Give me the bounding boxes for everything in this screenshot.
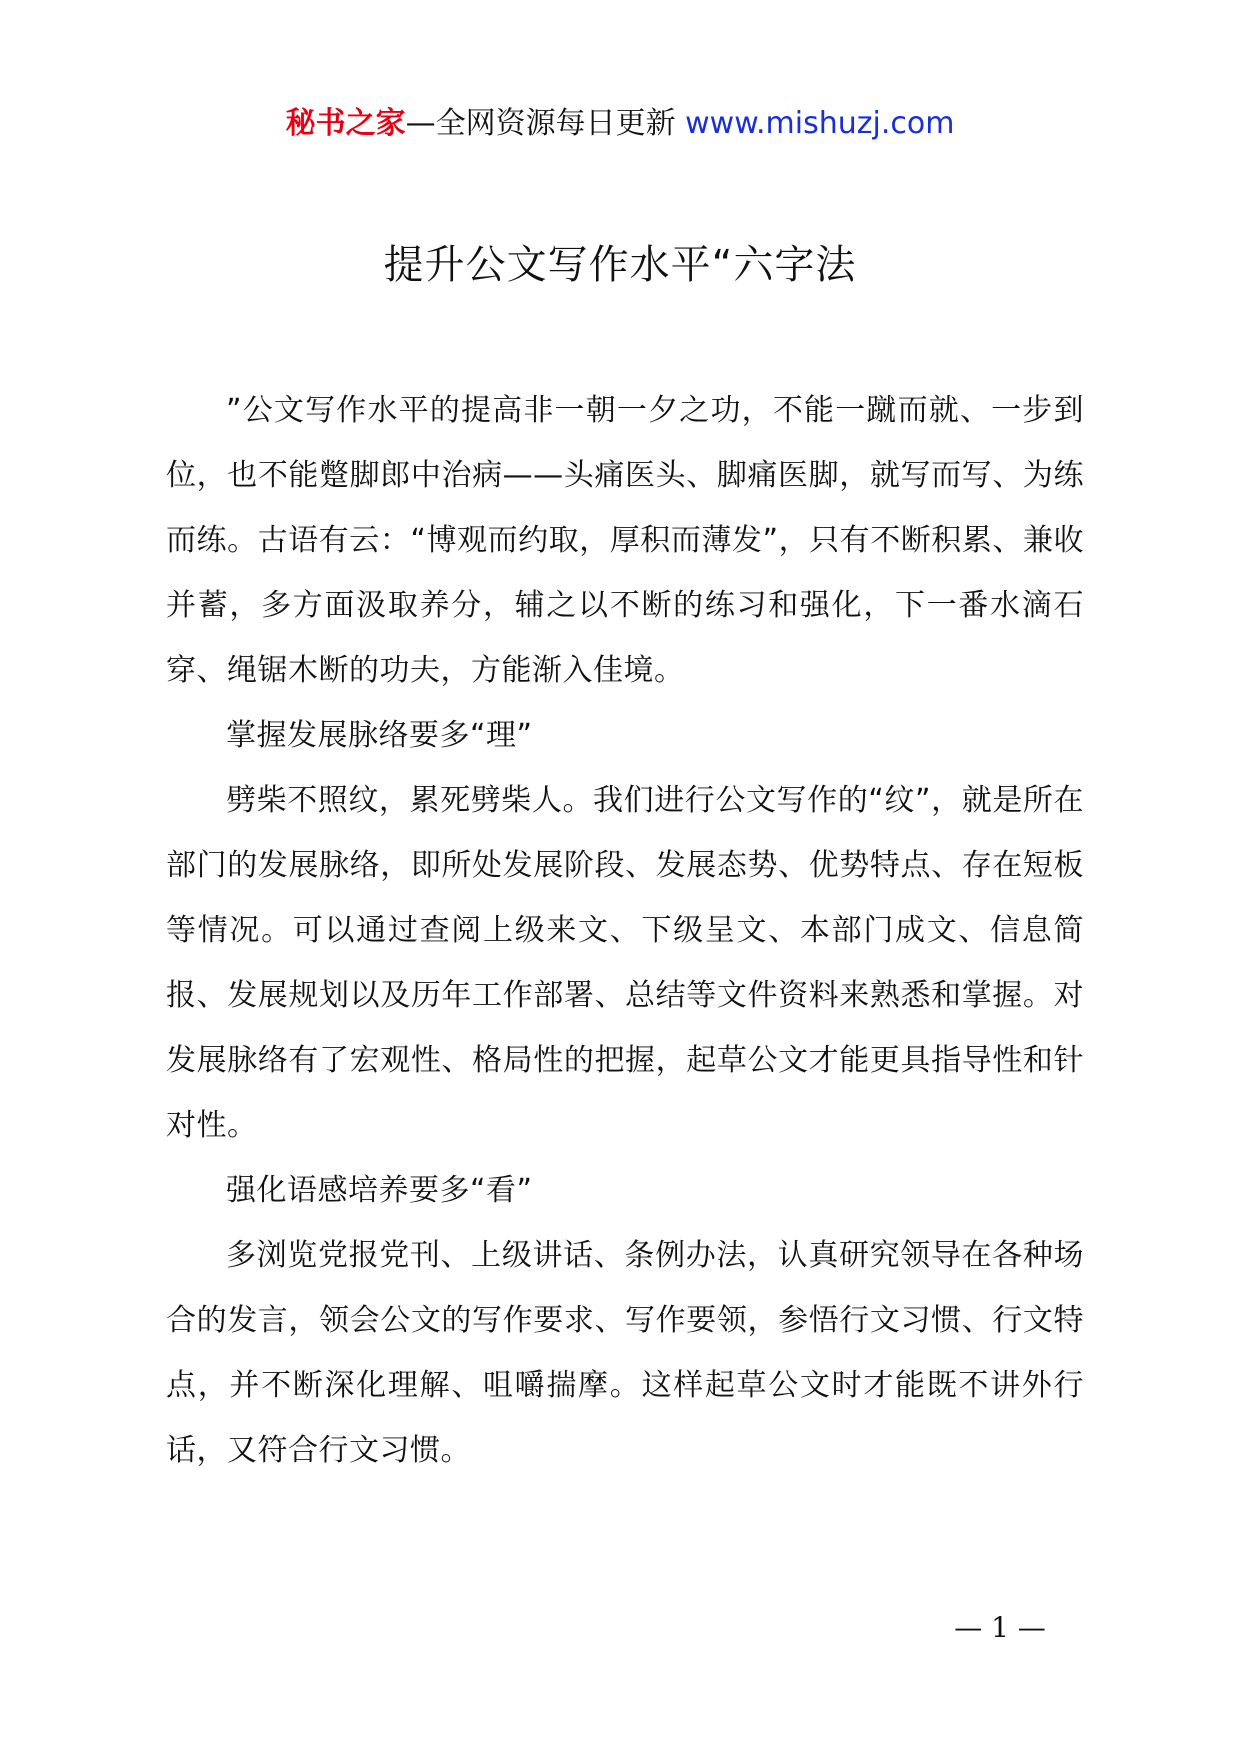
document-body <box>166 378 1084 1483</box>
page-number: — 1 — <box>954 1611 1046 1644</box>
section-heading-li: 掌握发展脉络要多“理” <box>226 718 533 753</box>
site-banner <box>0 104 1240 144</box>
paragraph-li: 劈柴不照纹，累死劈柴人。我们进行公文写作的“纹”，就是所在部门的发展脉络，即所处发展阶段、发展态势、优势特点、存在短板等情况。可以通过查阅上级来文、下级呈文、本部门成文、信息简报、发展规划以及历年工作部署、总结等文件资料来熟悉和掌握。对发展脉络有了宏观性、格局性的把握，起草公文才能更具指导性和针对性。 <box>166 783 1084 1143</box>
site-url[interactable]: www.mishuzj.com <box>685 106 955 141</box>
document-title: 提升公文写作水平“六字法 <box>383 242 857 288</box>
section-heading-kan: 强化语感培养要多“看” <box>226 1173 533 1208</box>
paragraph-intro: ”公文写作水平的提高非一朝一夕之功，不能一蹴而就、一步到位，也不能蹩脚郎中治病——头痛医头、脚痛医脚，就写而写、为练而练。古语有云：“博观而约取，厚积而薄发”，只有不断积累、兼收并蓄，多方面汲取养分，辅之以不断的练习和强化，下一番水滴石穿、绳锯木断的功夫，方能渐入佳境。 <box>166 393 1084 688</box>
site-brand: 秘书之家 <box>285 106 406 141</box>
paragraph-kan: 多浏览党报党刊、上级讲话、条例办法，认真研究领导在各种场合的发言，领会公文的写作要求、写作要领，参悟行文习惯、行文特点，并不断深化理解、咀嚼揣摩。这样起草公文时才能既不讲外行话，又符合行文习惯。 <box>166 1238 1084 1468</box>
site-slogan: —全网资源每日更新 <box>405 106 676 141</box>
